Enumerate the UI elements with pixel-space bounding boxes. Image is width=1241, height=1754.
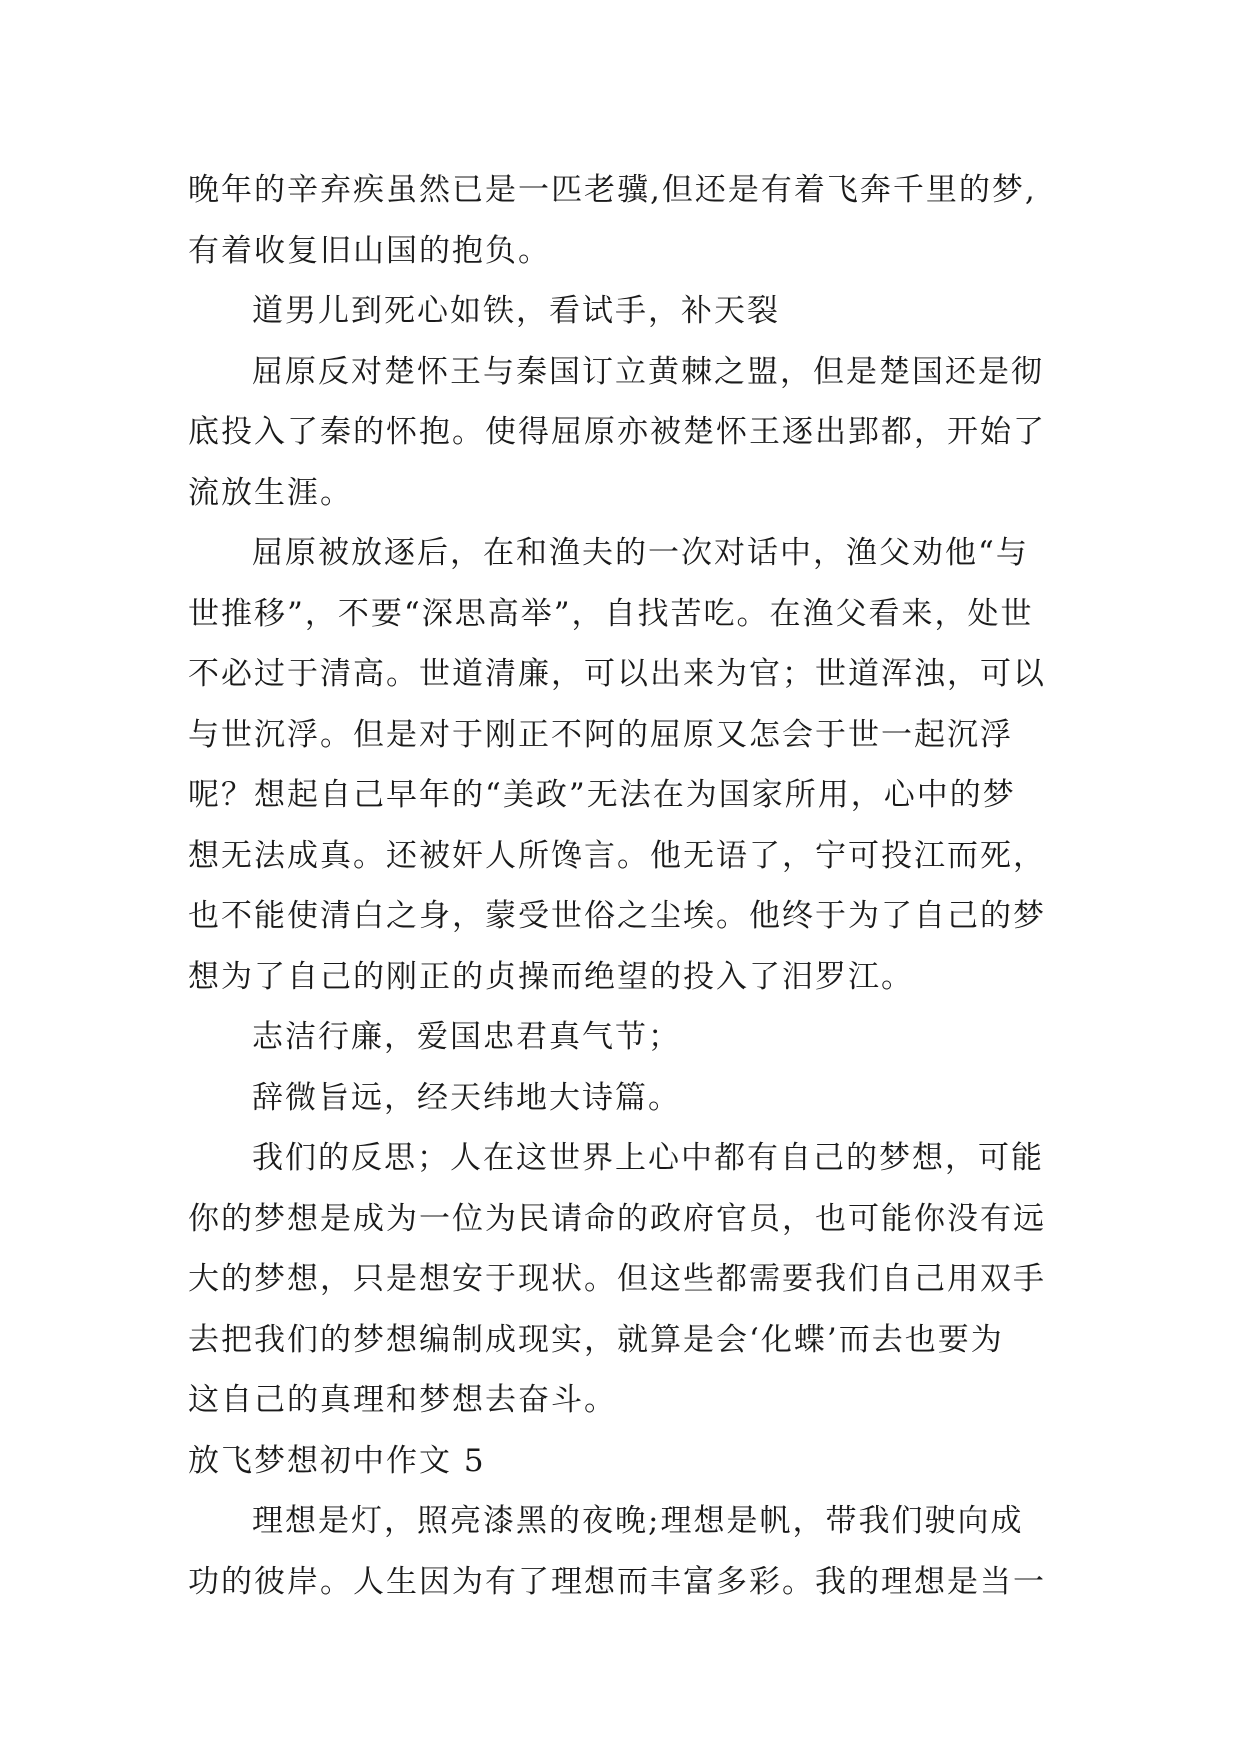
text-line: 这自己的真理和梦想去奋斗。 — [188, 1382, 617, 1418]
text-line: 流放生涯。 — [188, 474, 353, 511]
text-line: 呢？想起自己早年的“美政”无法在为国家所用，心中的梦 — [188, 777, 1016, 813]
text-line: 晚年的辛弃疾虽然已是一匹老骥,但还是有着飞奔千里的梦, — [188, 172, 1037, 208]
text-line: 功的彼岸。人生因为有了理想而丰富多彩。我的理想是当一 — [188, 1563, 1046, 1600]
text-line: 不必过于清高。世道清廉，可以出来为官；世道浑浊，可以 — [188, 656, 1046, 692]
text-line: 也不能使清白之身，蒙受世俗之尘埃。他终于为了自己的梦 — [188, 898, 1046, 934]
text-line: 有着收复旧山国的抱负。 — [188, 232, 551, 269]
text-line: 我们的反思；人在这世界上心中都有自己的梦想，可能 — [252, 1140, 1044, 1176]
text-line: 底投入了秦的怀抱。使得屈原亦被楚怀王逐出郢都，开始了 — [188, 414, 1046, 450]
text-line: 去把我们的梦想编制成现实，就算是会‘化蝶’而去也要为 — [188, 1321, 1004, 1358]
text-line: 屈原被放逐后，在和渔夫的一次对话中，渔父劝他“与 — [252, 535, 1029, 571]
verse-line: 志洁行廉，爱国忠君真气节； — [252, 1019, 681, 1055]
text-line: 理想是灯，照亮漆黑的夜晚;理想是帆，带我们驶向成 — [252, 1503, 1024, 1539]
text-line: 与世沉浮。但是对于刚正不阿的屈原又怎会于世一起沉浮 — [188, 716, 1013, 753]
text-line: 想无法成真。还被奸人所馋言。他无语了，宁可投江而死， — [188, 837, 1046, 874]
text-line: 想为了自己的刚正的贞操而绝望的投入了汨罗江。 — [188, 958, 914, 995]
verse-line: 辞微旨远，经天纬地大诗篇。 — [252, 1079, 681, 1116]
section-heading: 放飞梦想初中作文 5 — [188, 1442, 486, 1479]
document-body — [188, 160, 1088, 1612]
text-line: 屈原反对楚怀王与秦国订立黄棘之盟，但是楚国还是彻 — [252, 353, 1044, 390]
text-line: 世推移”，不要“深思高举”，自找苦吃。在渔父看来，处世 — [188, 595, 1034, 632]
verse-line: 道男儿到死心如铁，看试手，补天裂 — [252, 293, 780, 329]
text-line: 你的梦想是成为一位为民请命的政府官员，也可能你没有远 — [188, 1200, 1046, 1237]
text-line: 大的梦想，只是想安于现状。但这些都需要我们自己用双手 — [188, 1261, 1046, 1297]
